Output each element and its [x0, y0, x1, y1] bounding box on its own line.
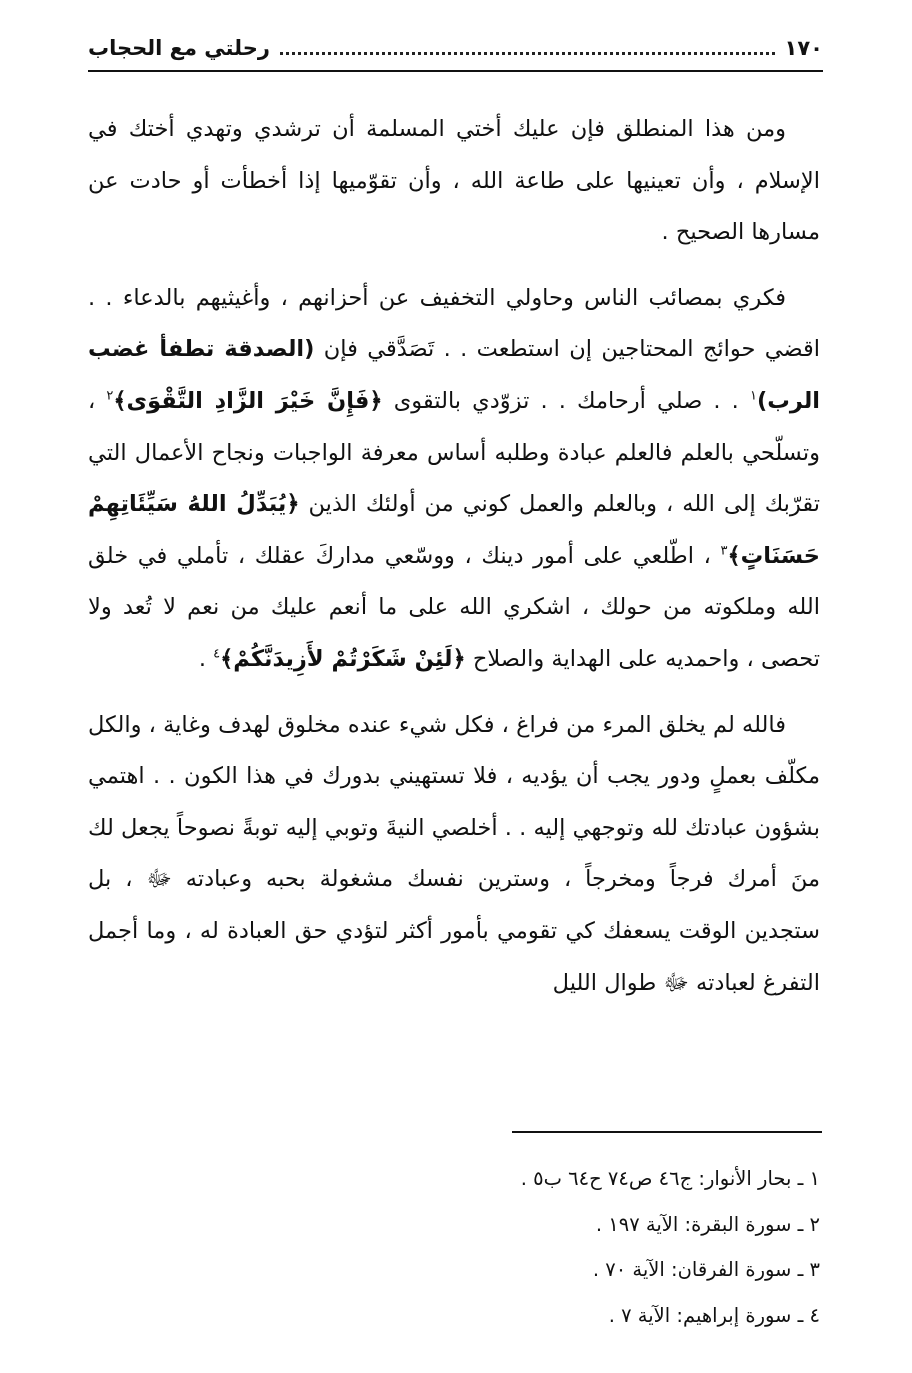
- text-run: ومن هذا المنطلق فإن عليك أختي المسلمة أن ترشدي وتهدي أختك في الإسلام ، وأن تعينيها على طاعة الله ، وأن تقوّميها إذا أخطأت أو حادت عن مسارها الصحيح .: [88, 116, 820, 246]
- header-rule: [88, 70, 823, 72]
- footnote-1: ١ ـ بحار الأنوار: ج٤٦ ص٧٤ ح٦٤ ب٥ .: [520, 1167, 820, 1190]
- quotation: ﴿فَإِنَّ خَيْرَ الزَّادِ التَّقْوَى﴾: [113, 387, 383, 414]
- footnote-4: ٤ ـ سورة إبراهيم: الآية ٧ .: [608, 1303, 820, 1327]
- page-number: ١٧٠: [784, 36, 823, 60]
- footnote-marker: ٤: [213, 646, 221, 662]
- footnote-separator: [512, 1131, 822, 1133]
- text-run: فكري بمصائب الناس وحاولي التخفيف عن أحزانهم ، وأغيثيهم بالدعاء . . اقضي حوائج المحتاجين إن استطعت . . تَصَدَّقي فإن: [88, 284, 820, 363]
- text-run: فالله لم يخلق المرء من فراغ ، فكل شيء عنده مخلوق لهدف وغاية ، والكل مكلّف بعملٍ ودور يجب أن يؤديه ، فلا تستهيني بدورك في هذا الكون . . اهتمي بشؤون عبادتك لله وتوجهي إليه . . أخلصي النيةَ وتوبي إليه توبةً نصوحاً يجعل لك منَ أمرك فرجاً ومخرجاً ، وسترين نفسك مشغولة بحبه وعبادته ﷻ ، بل ستجدين الوقت يسعفك كي تقومي بأمور أكثر لتؤدي حق العبادة له ، وما أجمل التفرغ لعبادته ﷻ طوال الليل: [88, 711, 820, 996]
- paragraph: [88, 273, 820, 686]
- header-dot-leader: [280, 52, 775, 55]
- text-run: ، اطّلعي على أمور دينك ، ووسّعي مداركَ عقلك ، تأملي في خلق الله وملكوته من حولك ، اشكري الله على ما أنعم عليك من نعم لا تُعد ولا تحصى ، واحمديه على الهداية والصلاح: [88, 542, 820, 672]
- text-run: . . صلي أرحامك . . تزوّدي بالتقوى: [382, 387, 750, 414]
- text-run: ، وتسلّحي بالعلم فالعلم عبادة وطلبه أساس معرفة الواجبات ونجاح الأعمال التي تقرّبك إلى الله ، وبالعلم والعمل كوني من أولئك الذين: [88, 387, 820, 518]
- footnote-marker: ٢: [106, 388, 114, 404]
- footnote-3: ٣ ـ سورة الفرقان: الآية ٧٠ .: [592, 1258, 820, 1281]
- running-title: رحلتي مع الحجاب: [88, 36, 270, 60]
- footnote-marker: ٣: [720, 543, 728, 559]
- text-run: .: [198, 645, 214, 672]
- quotation: ﴿يُبَدِّلُ اللهُ سَيِّئَاتِهِمْ حَسَنَاتٍ﴾: [88, 491, 820, 569]
- footnotes: [380, 1156, 820, 1338]
- paragraph: [88, 700, 820, 1010]
- quotation: (الصدقة تطفأ غضب الرب): [88, 336, 820, 414]
- footnote-marker: ١: [749, 388, 757, 404]
- body-text: [88, 104, 820, 1023]
- quotation: ﴿لَئِنْ شَكَرْتُمْ لأَزِيدَنَّكُمْ﴾: [220, 645, 466, 672]
- page-header: [88, 30, 823, 66]
- footnote-2: ٢ ـ سورة البقرة: الآية ١٩٧ .: [595, 1212, 820, 1236]
- paragraph: [88, 104, 820, 259]
